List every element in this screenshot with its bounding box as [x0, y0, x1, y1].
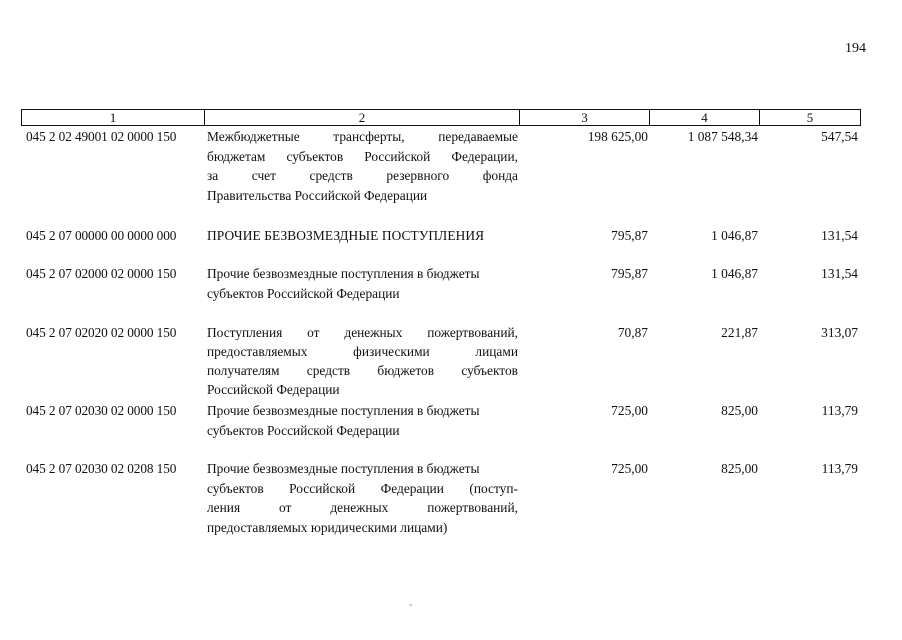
- desc-line: ПРОЧИЕ БЕЗВОЗМЕЗДНЫЕ ПОСТУПЛЕНИЯ: [207, 228, 485, 243]
- row-description: [207, 226, 518, 246]
- scan-speck: ˋ: [409, 603, 413, 615]
- row-value-col4: 1 046,87: [711, 228, 758, 243]
- page-number: 194: [845, 41, 866, 56]
- desc-line: Прочие безвозмездные поступления в бюджеты: [207, 461, 480, 476]
- row-value-col5: 113,79: [821, 403, 858, 418]
- row-description: [207, 459, 518, 537]
- row-value-col4: 825,00: [721, 461, 758, 476]
- desc-line: Правительства Российской Федерации: [207, 187, 428, 203]
- row-value-col3: 198 625,00: [587, 129, 648, 144]
- row-value-col5: 131,54: [821, 228, 858, 243]
- row-description: [207, 264, 518, 303]
- desc-line: Поступления от денежных пожертвований,: [207, 325, 518, 340]
- row-value-col3: 795,87: [611, 228, 648, 243]
- row-description: [207, 127, 518, 205]
- header-col-5: 5: [806, 110, 814, 125]
- desc-line: получателям средств бюджетов субъектов: [207, 363, 518, 378]
- row-value-col3: 725,00: [611, 461, 648, 476]
- row-value-col4: 825,00: [721, 403, 758, 418]
- row-code: 045 2 07 02030 02 0208 150: [26, 461, 177, 476]
- desc-line: субъектов Российской Федерации (поступ-: [207, 480, 518, 496]
- desc-line: Российской Федерации: [207, 382, 340, 397]
- row-value-col3: 725,00: [611, 403, 648, 418]
- row-value-col3: 70,87: [617, 325, 648, 340]
- desc-line: бюджетам субъектов Российской Федерации,: [207, 148, 518, 164]
- row-value-col3: 795,87: [611, 266, 648, 281]
- desc-line: предоставляемых юридическими лицами): [207, 519, 448, 535]
- row-code: 045 2 07 00000 00 0000 000: [26, 228, 177, 243]
- row-code: 045 2 07 02020 02 0000 150: [26, 325, 177, 340]
- header-col-2: 2: [358, 110, 366, 125]
- row-description: [207, 401, 518, 440]
- row-value-col5: 547,54: [821, 129, 858, 144]
- header-col-4: 4: [701, 110, 708, 125]
- header-col-1: 1: [109, 110, 117, 125]
- desc-line: за счет средств резервного фонда: [207, 168, 518, 183]
- row-value-col4: 1 046,87: [711, 266, 758, 281]
- desc-line: Прочие безвозмездные поступления в бюджеты: [207, 403, 480, 418]
- row-code: 045 2 07 02000 02 0000 150: [26, 266, 177, 281]
- row-value-col4: 1 087 548,34: [687, 129, 758, 144]
- table-header: [21, 109, 861, 126]
- row-value-col5: 131,54: [821, 266, 858, 281]
- desc-line: субъектов Российской Федерации: [207, 285, 400, 301]
- desc-line: Прочие безвозмездные поступления в бюджеты: [207, 266, 480, 281]
- desc-line: ления от денежных пожертвований,: [207, 500, 518, 515]
- desc-line: предоставляемых физическими лицами: [207, 344, 518, 359]
- row-code: 045 2 02 49001 02 0000 150: [26, 129, 177, 144]
- row-code: 045 2 07 02030 02 0000 150: [26, 403, 177, 418]
- row-value-col4: 221,87: [721, 325, 758, 340]
- row-value-col5: 313,07: [821, 325, 858, 340]
- row-description: [207, 323, 518, 399]
- header-col-3: 3: [581, 110, 588, 125]
- desc-line: субъектов Российской Федерации: [207, 422, 400, 438]
- row-value-col5: 113,79: [821, 461, 858, 476]
- desc-line: Межбюджетные трансферты, передаваемые: [207, 129, 518, 144]
